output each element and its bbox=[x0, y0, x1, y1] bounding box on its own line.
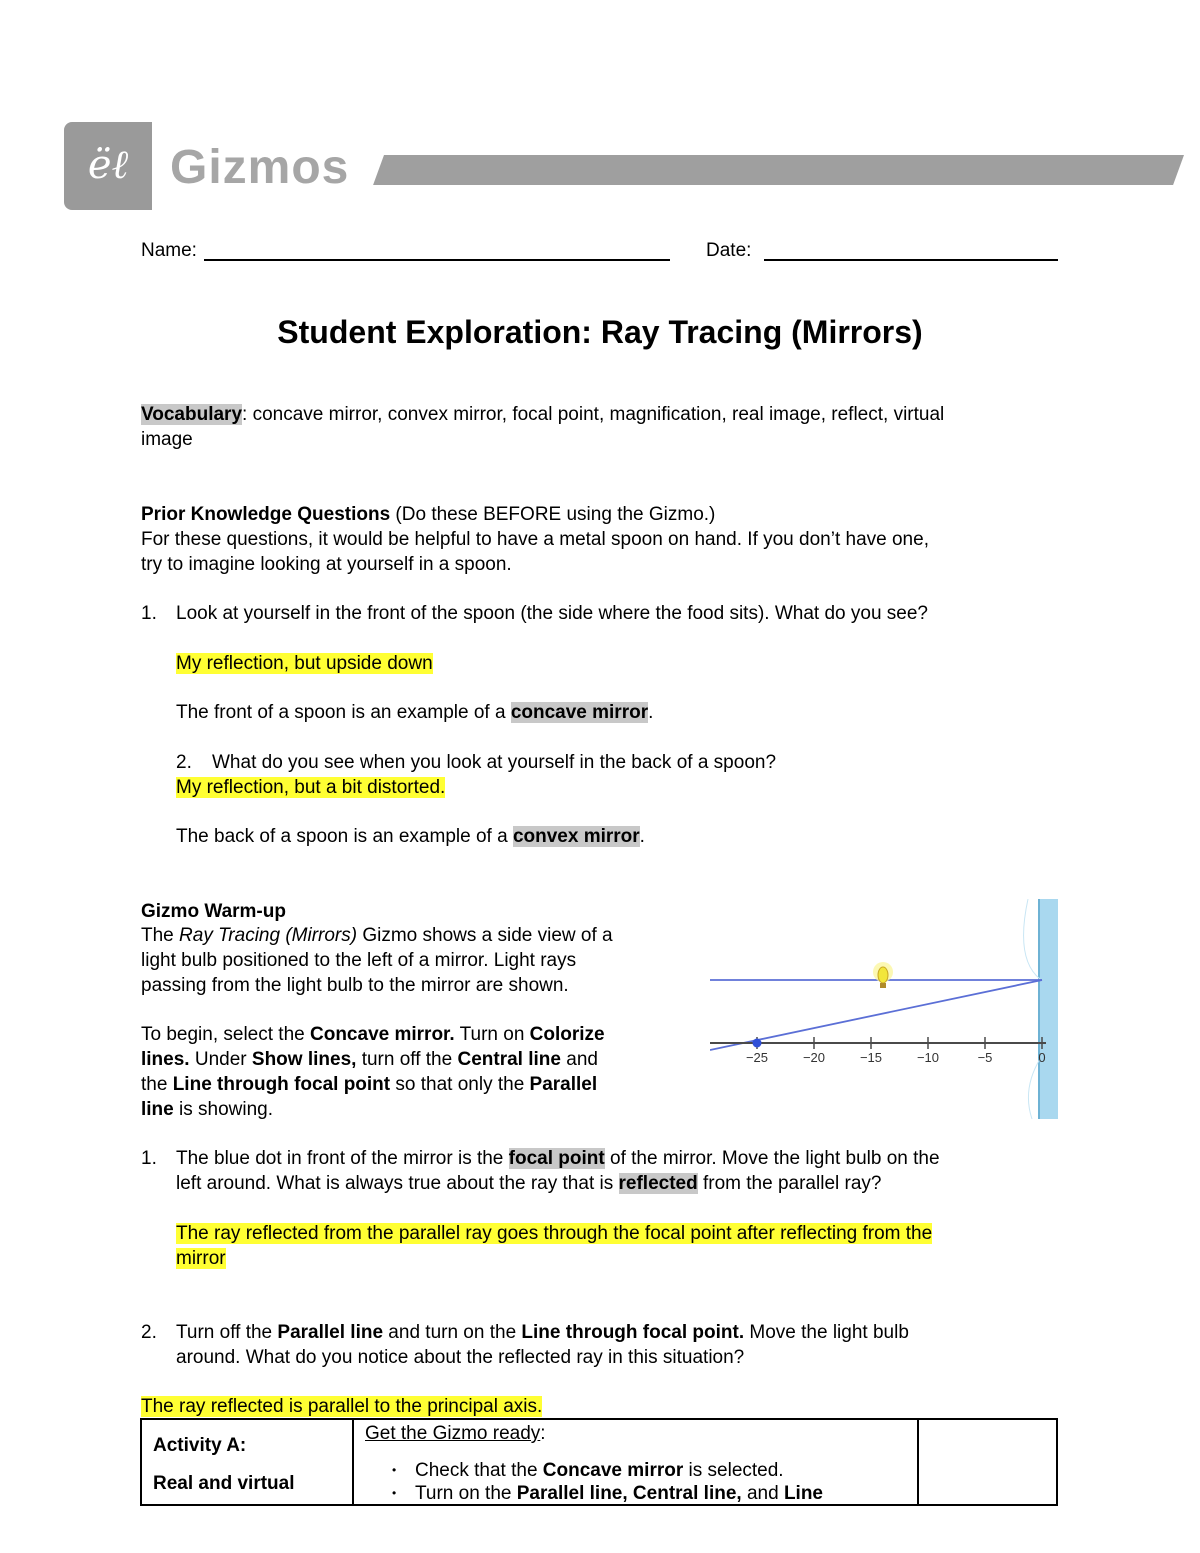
warmup-p1-line-3: passing from the light bulb to the mirror are shown. bbox=[141, 975, 569, 996]
warmup-a1-line-1: The ray reflected from the parallel ray goes through the focal point after reflecting from the bbox=[176, 1223, 933, 1244]
warmup-q1-line-1: The blue dot in front of the mirror is the focal point of the mirror. Move the light bulb on the bbox=[176, 1148, 940, 1169]
bullet-icon: • bbox=[392, 1463, 397, 1477]
warmup-a2: The ray reflected is parallel to the principal axis. bbox=[141, 1396, 543, 1417]
light-bulb-icon[interactable] bbox=[878, 967, 888, 983]
warmup-p2-line-1: To begin, select the Concave mirror. Turn on Colorize bbox=[141, 1024, 605, 1045]
prior-intro-line-2: try to imagine looking at yourself in a spoon. bbox=[141, 554, 512, 575]
warmup-p2-line-3: the Line through focal point so that only the Parallel bbox=[141, 1074, 598, 1095]
warmup-q1-line-2: left around. What is always true about the ray that is reflected from the parallel ray? bbox=[176, 1173, 882, 1194]
prior-a1: My reflection, but upside down bbox=[176, 653, 433, 674]
prior-a2: My reflection, but a bit distorted. bbox=[176, 777, 446, 798]
ready-item-2: Turn on the Parallel line, Central line, and Line bbox=[415, 1483, 823, 1504]
vocabulary-line-2: image bbox=[141, 429, 193, 450]
mirror bbox=[1038, 899, 1058, 1119]
gizmos-logo-icon: ëℓ bbox=[87, 142, 129, 188]
prior-q1-number: 1. bbox=[141, 603, 157, 624]
prior-heading: Prior Knowledge Questions (Do these BEFORE using the Gizmo.) bbox=[141, 504, 716, 525]
prior-intro-line-1: For these questions, it would be helpful to have a metal spoon on hand. If you don’t have one, bbox=[141, 529, 929, 550]
prior-q2-text: What do you see when you look at yourself in the back of a spoon? bbox=[212, 752, 777, 773]
axis-tick-label: −5 bbox=[977, 1050, 993, 1065]
name-field[interactable] bbox=[204, 259, 670, 261]
focal-point-dot bbox=[753, 1039, 762, 1048]
prior-s2: The back of a spoon is an example of a convex mirror. bbox=[176, 826, 645, 847]
bullet-icon: • bbox=[392, 1486, 397, 1500]
warmup-p2-line-2: lines. Under Show lines, turn off the Central line and bbox=[141, 1049, 598, 1070]
warmup-q2-line-1: Turn off the Parallel line and turn on the Line through focal point. Move the light bulb bbox=[176, 1322, 909, 1343]
warmup-q2-line-2: around. What do you notice about the reflected ray in this situation? bbox=[176, 1347, 745, 1368]
ready-item-1: Check that the Concave mirror is selected. bbox=[415, 1460, 784, 1481]
axis-tick-label: −10 bbox=[916, 1050, 940, 1065]
warmup-a1-line-2: mirror bbox=[176, 1248, 226, 1269]
warmup-q1-number: 1. bbox=[141, 1148, 157, 1169]
table-divider-2 bbox=[917, 1418, 919, 1506]
warmup-heading: Gizmo Warm-up bbox=[141, 901, 286, 922]
ray-tracing-figure bbox=[710, 899, 1058, 1119]
activity-label: Activity A: bbox=[153, 1435, 247, 1456]
axis-tick-label: −15 bbox=[859, 1050, 883, 1065]
page-title: Student Exploration: Ray Tracing (Mirrors) bbox=[277, 314, 923, 350]
header-bar bbox=[373, 155, 1184, 185]
activity-subtitle: Real and virtual bbox=[153, 1473, 295, 1494]
warmup-q2-number: 2. bbox=[141, 1322, 157, 1343]
prior-q1-text: Look at yourself in the front of the spoon (the side where the food sits). What do you see? bbox=[176, 603, 928, 624]
axis-ticks bbox=[746, 1037, 1046, 1065]
prior-q2-number: 2. bbox=[176, 752, 192, 773]
warmup-p1-line-2: light bulb positioned to the left of a mirror. Light rays bbox=[141, 950, 577, 971]
bulb-base bbox=[880, 983, 886, 988]
vocabulary-line-1: Vocabulary: concave mirror, convex mirror, focal point, magnification, real image, reflect, virtual bbox=[141, 404, 945, 425]
axis-tick-label: −20 bbox=[802, 1050, 826, 1065]
axis-tick-label: −25 bbox=[745, 1050, 769, 1065]
warmup-p1-line-1: The Ray Tracing (Mirrors) Gizmo shows a side view of a bbox=[141, 925, 613, 946]
table-divider-1 bbox=[352, 1418, 354, 1506]
name-label: Name: bbox=[141, 240, 197, 261]
mirror-curve bbox=[1024, 899, 1040, 1119]
vocabulary-label: Vocabulary bbox=[141, 404, 243, 425]
gizmo-ready-heading: Get the Gizmo ready: bbox=[365, 1423, 546, 1444]
brand-name: Gizmos bbox=[170, 141, 350, 194]
axis-tick-label: 0 bbox=[1038, 1050, 1046, 1065]
warmup-p2-line-4: line is showing. bbox=[141, 1099, 274, 1120]
date-field[interactable] bbox=[764, 259, 1058, 261]
prior-s1: The front of a spoon is an example of a concave mirror. bbox=[176, 702, 654, 723]
date-label: Date: bbox=[706, 240, 752, 261]
